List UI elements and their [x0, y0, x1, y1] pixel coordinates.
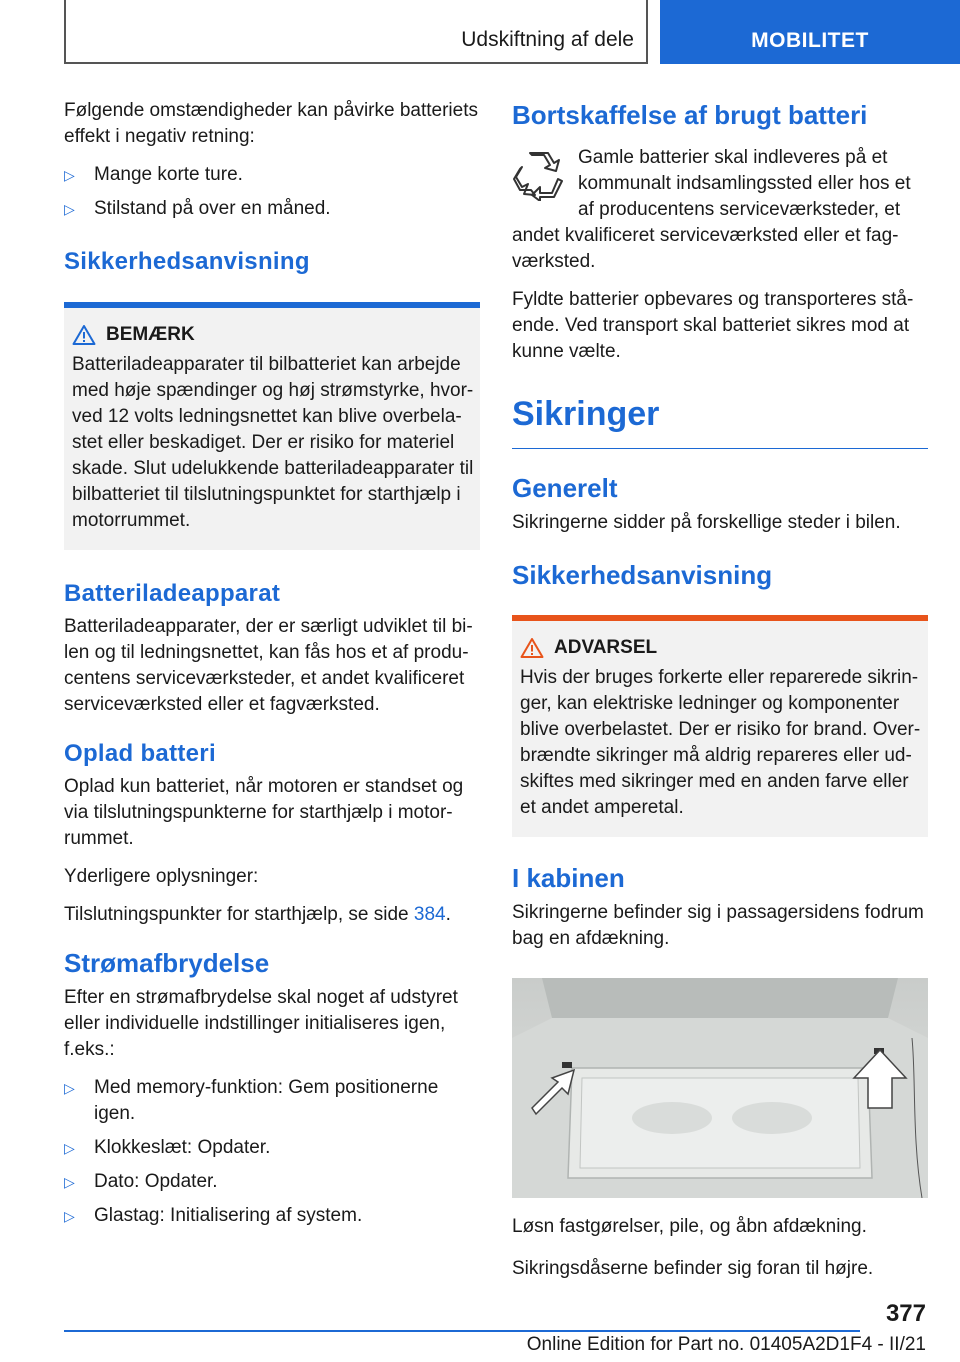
more-info-label: Yderligere oplysninger: — [64, 866, 259, 887]
notice-callout — [64, 302, 480, 550]
notice-title: BEMÆRK — [106, 324, 195, 345]
intro-text: Følgende omstændigheder kan påvirke batteriets effekt i negativ retning: — [64, 100, 479, 147]
bullet-triangle-icon: ▷ — [64, 1208, 75, 1224]
page-number: 377 — [885, 1300, 926, 1327]
bullet-triangle-icon: ▷ — [64, 1174, 75, 1190]
warning-triangle-icon — [72, 324, 96, 346]
reference-line: Tilslutningspunkter for starthjælp, se side 384. — [64, 904, 451, 925]
charger-heading: Batteriladeapparat — [64, 580, 281, 607]
right-column — [512, 98, 928, 1294]
general-text: Sikringerne sidder på forskellige steder i bilen. — [512, 512, 901, 533]
recycle-icon — [512, 149, 564, 201]
general-heading: Generelt — [512, 473, 618, 503]
cabin-heading: I kabinen — [512, 863, 625, 893]
warning-triangle-icon — [520, 637, 544, 659]
safety-heading: Sikkerhedsanvisning — [64, 248, 310, 275]
fuse-safety-heading: Sikkerhedsanvisning — [512, 560, 773, 590]
warning-title: ADVARSEL — [554, 637, 658, 658]
warning-header — [520, 637, 922, 659]
list-item: ▷ Dato: Opdater. — [64, 1169, 480, 1195]
notice-header — [72, 324, 474, 346]
location-text: Sikringsdåserne befinder sig foran til højre. — [512, 1258, 874, 1279]
cabin-text: Sikringerne befinder sig i passagersidens fodrum bag en afdækning. — [512, 902, 924, 949]
bullet-triangle-icon: ▷ — [64, 201, 75, 217]
bullet-triangle-icon: ▷ — [64, 1140, 75, 1156]
page-link[interactable]: 384 — [413, 904, 446, 925]
left-column — [64, 98, 480, 1239]
charger-text: Batteriladeapparater, der er særligt udviklet til bilen og til ledningsnettet, kan fås hos et af producentens serviceværksteder, et andet kvalificeret serviceværksted eller et fagværksted. — [64, 616, 473, 715]
charge-heading: Oplad batteri — [64, 740, 216, 767]
list-item: ▷ Glastag: Initialisering af system. — [64, 1203, 480, 1229]
list-item: ▷ Med memory-funktion: Gem positionerne igen. — [64, 1077, 439, 1124]
fuse-cover-photo — [512, 978, 928, 1198]
notice-text: Batteriladeapparater til bilbatteriet kan arbejde med høje spændinger og høj strømstyrke, hvorved 12 volts ledningsnettet kan blive overbelastet eller beskadiget. Der er risiko for materiel skade. Slut udelukkende batteriladeapparater til bilbatteriet til tilslutningspunktet for starthjælp i motorrummet. — [72, 354, 474, 531]
chapter-tab[interactable]: MOBILITET — [660, 0, 960, 64]
list-item: ▷ Stilstand på over en måned. — [64, 196, 480, 222]
disposal-heading: Bortskaffelse af brugt batteri — [512, 100, 868, 130]
power-heading: Strømafbrydelse — [64, 948, 270, 978]
warning-text: Hvis der bruges forkerte eller reparerede sikringer, kan elektriske ledninger og komponenter blive overbelastet. Der er risiko for brand. Overbrændte sikringer må aldrig repareres eller udskiftes med sikringer med en anden farve eller et andet amperetal. — [520, 667, 921, 818]
footer-divider — [64, 1330, 860, 1332]
list-item: ▷ Klokkeslæt: Opdater. — [64, 1135, 480, 1161]
bullet-triangle-icon: ▷ — [64, 167, 75, 183]
power-list — [64, 1075, 480, 1229]
photo-caption: Løsn fastgørelser, pile, og åbn afdækning. — [512, 1216, 867, 1237]
charge-text: Oplad kun batteriet, når motoren er standset og via tilslutningspunkterne for starthjælp i motorrummet. — [64, 776, 464, 849]
power-text: Efter en strømafbrydelse skal noget af udstyret eller individuelle indstillinger initialiseres igen, f.eks.: — [64, 987, 458, 1060]
fuses-heading: Sikringer — [512, 395, 928, 449]
section-title: Udskiftning af dele — [461, 28, 634, 51]
bullet-triangle-icon: ▷ — [64, 1080, 75, 1096]
disposal-text: Gamle batterier skal indleveres på et kommunalt indsamlingssted eller hos et af producentens serviceværksteder, et andet kvalificeret serviceværksted eller et fagværksted. — [512, 147, 911, 272]
disposal-text-2: Fyldte batterier opbevares og transporteres stående. Ved transport skal batteriet sikres mod at kunne vælte. — [512, 289, 914, 362]
edition-text: Online Edition for Part no. 01405A2D1F4 - II/21 — [526, 1334, 926, 1355]
list-item: ▷ Mange korte ture. — [64, 162, 480, 188]
warning-callout — [512, 615, 928, 837]
intro-list — [64, 162, 480, 222]
